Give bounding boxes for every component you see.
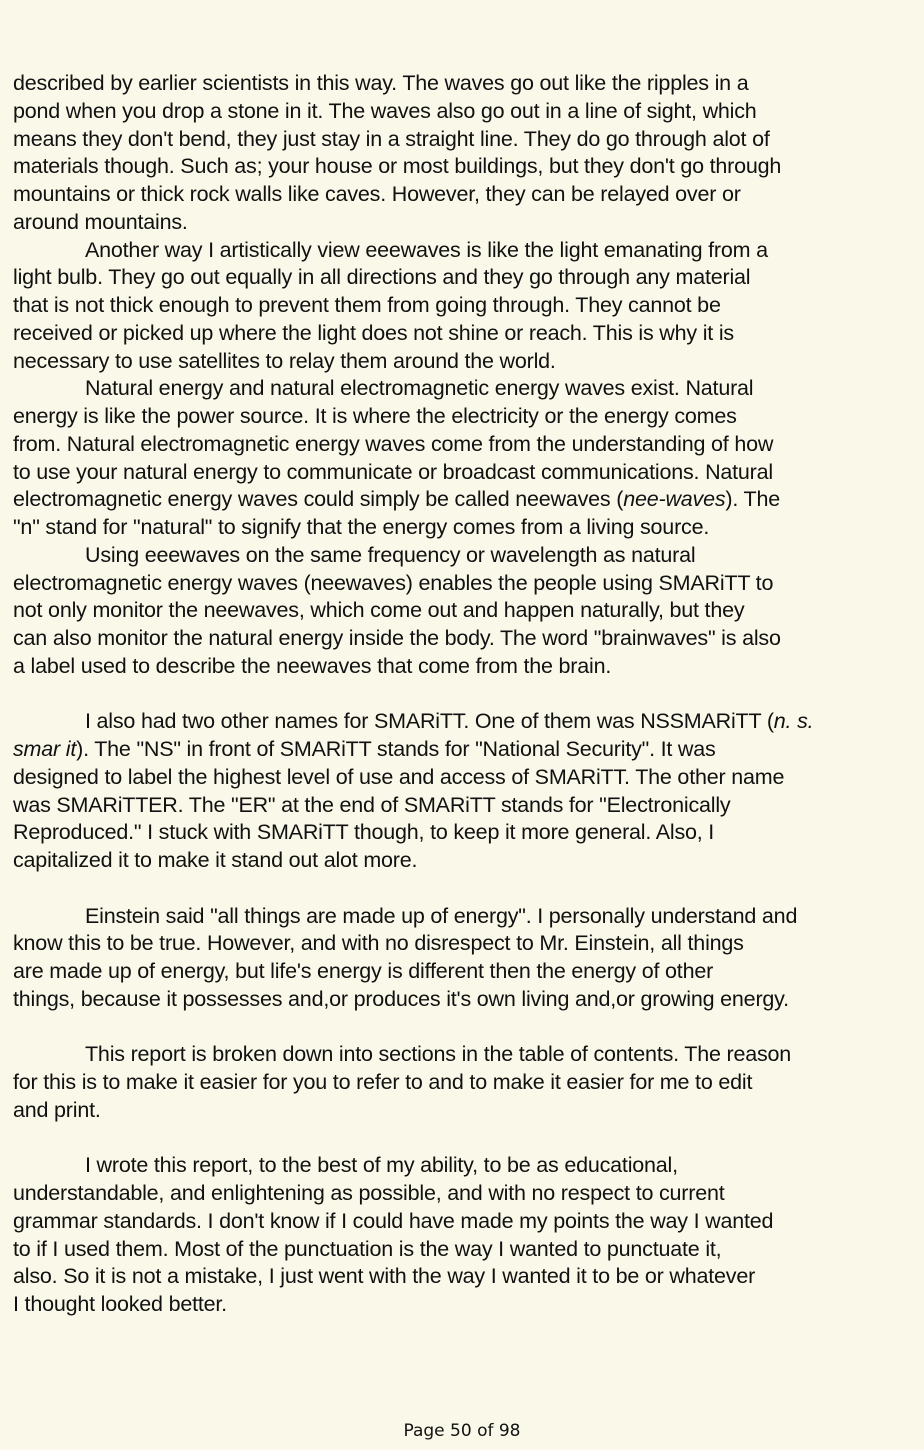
line-text: from. Natural electromagnetic energy waves come from the understanding of how — [13, 431, 774, 456]
line-text: grammar standards. I don't know if I could have made my points the way I wanted — [13, 1208, 774, 1233]
line-text: ). The — [725, 487, 780, 512]
line-text: designed to label the highest level of use and access of SMARiTT. The other name — [13, 764, 785, 789]
text-line — [13, 764, 918, 792]
text-line — [13, 958, 918, 986]
italic-text: smar it — [13, 737, 77, 761]
page-number: Page 50 of 98 — [403, 1421, 521, 1441]
italic-text: nee-waves — [623, 487, 726, 512]
text-line — [13, 1152, 918, 1180]
text-line — [13, 98, 918, 126]
text-line — [13, 542, 918, 570]
text-line — [13, 736, 918, 764]
text-line — [13, 1097, 918, 1125]
line-text: a label used to describe the neewaves that come from the brain. — [13, 653, 612, 678]
line-text: that is not thick enough to prevent them from going through. They cannot be — [13, 293, 721, 317]
line-text: can also monitor the natural energy inside the body. The word "brainwaves" is also — [13, 626, 781, 650]
text-line — [13, 403, 918, 431]
text-line — [13, 431, 918, 459]
text-line — [13, 819, 918, 847]
line-text: was SMARiTTER. The "ER" at the end of SMARiTT stands for "Electronically — [13, 792, 731, 817]
line-text: around mountains. — [13, 209, 188, 234]
line-text: means they don't bend, they just stay in a straight line. They do go through alot of — [13, 126, 770, 151]
line-text: to if I used them. Most of the punctuation is the way I wanted to punctuate it, — [13, 1236, 722, 1261]
document-body — [13, 70, 918, 1319]
line-text: electromagnetic energy waves could simply be called neewaves ( — [13, 487, 624, 512]
line-text: Natural energy and natural electromagnetic energy waves exist. Natural — [85, 376, 754, 401]
text-line — [13, 126, 918, 154]
line-text: to use your natural energy to communicate or broadcast communications. Natural — [13, 459, 773, 484]
text-line — [13, 209, 918, 237]
line-text: things, because it possesses and,or produces it's own living and,or growing energy. — [13, 986, 789, 1011]
text-line — [13, 1291, 918, 1319]
text-line — [13, 708, 918, 736]
text-line — [13, 375, 918, 403]
text-line — [13, 348, 918, 376]
text-line — [13, 459, 918, 487]
text-line — [13, 320, 918, 348]
line-text: are made up of energy, but life's energy is different then the energy of other — [13, 959, 714, 983]
line-text: Using eeewaves on the same frequency or wavelength as natural — [85, 542, 696, 567]
text-line — [13, 930, 918, 958]
line-text: not only monitor the neewaves, which come out and happen naturally, but they — [13, 598, 745, 623]
text-line — [13, 514, 918, 542]
text-line — [13, 70, 918, 98]
text-line — [13, 986, 918, 1014]
blank-line — [13, 681, 918, 709]
text-line — [13, 597, 918, 625]
text-line — [13, 653, 918, 681]
line-text: electromagnetic energy waves (neewaves) enables the people using SMARiTT to — [13, 570, 774, 595]
text-line — [13, 237, 918, 265]
line-text: ). The "NS" in front of SMARiTT stands for "National Security". It was — [76, 737, 716, 761]
line-text: Another way I artistically view eeewaves is like the light emanating from a — [85, 237, 768, 262]
line-text: materials though. Such as; your house or most buildings, but they don't go through — [13, 154, 782, 179]
line-text: necessary to use satellites to relay them around the world. — [13, 348, 556, 373]
line-text: Reproduced." I stuck with SMARiTT though, to keep it more general. Also, I — [13, 820, 715, 845]
line-text: for this is to make it easier for you to refer to and to make it easier for me to edit — [13, 1070, 753, 1094]
text-line — [13, 1208, 918, 1236]
line-text: received or picked up where the light does not shine or reach. This is why it is — [13, 320, 734, 345]
blank-line — [13, 1014, 918, 1042]
line-text: and print. — [13, 1097, 101, 1122]
line-text: described by earlier scientists in this way. The waves go out like the ripples in a — [13, 71, 749, 95]
text-line — [13, 625, 918, 653]
line-text: Einstein said "all things are made up of energy". I personally understand and — [85, 903, 798, 928]
line-text: know this to be true. However, and with no disrespect to Mr. Einstein, all things — [13, 931, 744, 956]
line-text: pond when you drop a stone in it. The waves also go out in a line of sight, which — [13, 98, 757, 123]
line-text: I also had two other names for SMARiTT. One of them was NSSMARiTT ( — [85, 709, 774, 734]
text-line — [13, 264, 918, 292]
text-line — [13, 486, 918, 514]
text-line — [13, 181, 918, 209]
text-line — [13, 847, 918, 875]
text-line — [13, 153, 918, 181]
blank-line — [13, 1125, 918, 1153]
text-line — [13, 1180, 918, 1208]
line-text: also. So it is not a mistake, I just went with the way I wanted it to be or whatever — [13, 1264, 756, 1289]
text-line — [13, 792, 918, 820]
text-line — [13, 1041, 918, 1069]
blank-line — [13, 875, 918, 903]
text-line — [13, 1069, 918, 1097]
line-text: energy is like the power source. It is where the electricity or the energy comes — [13, 404, 737, 428]
italic-text: n. s. — [773, 709, 814, 734]
line-text: "n" stand for "natural" to signify that the energy comes from a living source. — [13, 515, 710, 539]
line-text: light bulb. They go out equally in all directions and they go through any material — [13, 265, 751, 290]
text-line — [13, 1263, 918, 1291]
line-text: I wrote this report, to the best of my ability, to be as educational, — [85, 1153, 678, 1178]
text-line — [13, 1236, 918, 1264]
text-line — [13, 292, 918, 320]
line-text: This report is broken down into sections in the table of contents. The reason — [85, 1042, 792, 1067]
line-text: understandable, and enlightening as possible, and with no respect to current — [13, 1181, 725, 1205]
line-text: capitalized it to make it stand out alot more. — [13, 848, 418, 872]
text-line — [13, 570, 918, 598]
text-line — [13, 903, 918, 931]
line-text: I thought looked better. — [13, 1292, 227, 1316]
line-text: mountains or thick rock walls like caves. However, they can be relayed over or — [13, 182, 741, 206]
